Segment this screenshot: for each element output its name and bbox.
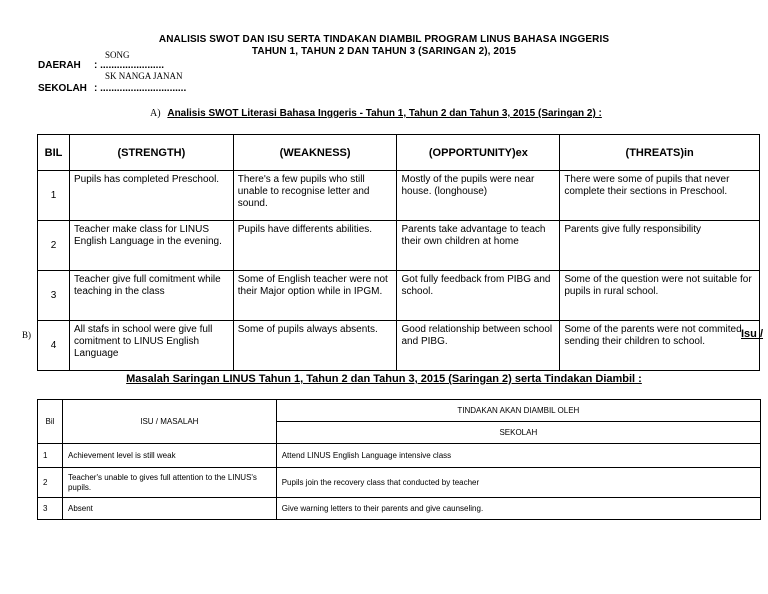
isu-tindakan: Attend LINUS English Language intensive class xyxy=(276,444,760,468)
table-row xyxy=(38,321,760,371)
section-b-prefix: B) xyxy=(22,330,31,340)
table-row xyxy=(38,221,760,271)
doc-title-line1: ANALISIS SWOT DAN ISU SERTA TINDAKAN DIAMBIL PROGRAM LINUS BAHASA INGGERIS xyxy=(158,34,610,45)
isu-bil: 1 xyxy=(38,444,63,468)
isu-tindakan: Give warning letters to their parents and give caunseling. xyxy=(276,498,760,520)
table-row xyxy=(38,271,760,321)
isu-header-tindakan: TINDAKAN AKAN DIAMBIL OLEH xyxy=(276,400,760,422)
swot-opportunity: Good relationship between school and PIBG. xyxy=(397,321,560,371)
swot-threats: There were some of pupils that never complete their sections in Preschool. xyxy=(560,171,760,221)
isu-bil: 3 xyxy=(38,498,63,520)
section-a-title: Analisis SWOT Literasi Bahasa Inggeris - Tahun 1, Tahun 2 dan Tahun 3, 2015 (Saringan 2) : xyxy=(167,108,602,119)
swot-header-bil: BIL xyxy=(38,135,70,171)
section-b-title: Masalah Saringan LINUS Tahun 1, Tahun 2 dan Tahun 3, 2015 (Saringan 2) serta Tindakan Diambil : xyxy=(126,373,642,385)
isu-masalah: Absent xyxy=(62,498,276,520)
isu-header-row xyxy=(38,400,761,422)
swot-strength: Teacher give full comitment while teaching in the class xyxy=(69,271,233,321)
swot-strength: All stafs in school were give full comitment to LINUS English Language xyxy=(69,321,233,371)
isu-header-sekolah: SEKOLAH xyxy=(276,422,760,444)
swot-bil: 1 xyxy=(38,171,70,221)
daerah-blank: : ....................... xyxy=(94,60,165,71)
swot-weakness: There's a few pupils who still unable to recognise letter and sound. xyxy=(233,171,397,221)
swot-bil: 2 xyxy=(38,221,70,271)
isu-header-masalah: ISU / MASALAH xyxy=(62,400,276,444)
isu-tindakan: Pupils join the recovery class that conducted by teacher xyxy=(276,468,760,498)
swot-opportunity: Mostly of the pupils were near house. (longhouse) xyxy=(397,171,560,221)
swot-threats: Some of the parents were not commited sending their children to school. xyxy=(560,321,760,371)
section-a-heading xyxy=(150,108,602,119)
swot-weakness: Some of English teacher were not their Major option while in IPGM. xyxy=(233,271,397,321)
table-row xyxy=(38,171,760,221)
swot-header-strength: (STRENGTH) xyxy=(69,135,233,171)
swot-bil: 3 xyxy=(38,271,70,321)
swot-header-threats: (THREATS)in xyxy=(560,135,760,171)
swot-threats: Some of the question were not suitable for pupils in rural school. xyxy=(560,271,760,321)
swot-strength: Pupils has completed Preschool. xyxy=(69,171,233,221)
swot-header-opportunity: (OPPORTUNITY)ex xyxy=(397,135,560,171)
section-a-prefix: A) xyxy=(150,108,161,119)
swot-weakness: Some of pupils always absents. xyxy=(233,321,397,371)
swot-header-row xyxy=(38,135,760,171)
sekolah-label: SEKOLAH xyxy=(38,83,87,94)
table-row xyxy=(38,468,761,498)
doc-title-line2: TAHUN 1, TAHUN 2 DAN TAHUN 3 (SARINGAN 2), 2015 xyxy=(251,46,517,57)
isu-masalah: Teacher's unable to gives full attention to the LINUS's pupils. xyxy=(62,468,276,498)
swot-bil: 4 xyxy=(38,321,70,371)
isu-table xyxy=(37,399,761,520)
isu-masalah: Achievement level is still weak xyxy=(62,444,276,468)
isu-bil: 2 xyxy=(38,468,63,498)
table-row xyxy=(38,498,761,520)
swot-threats: Parents give fully responsibility xyxy=(560,221,760,271)
swot-header-weakness: (WEAKNESS) xyxy=(233,135,397,171)
section-b-side-text: Isu / xyxy=(741,328,764,340)
swot-table xyxy=(37,134,760,371)
daerah-value: SONG xyxy=(105,50,130,60)
table-row xyxy=(38,444,761,468)
sekolah-value: SK NANGA JANAN xyxy=(105,71,183,81)
isu-header-bil: Bil xyxy=(38,400,63,444)
sekolah-blank: : ............................... xyxy=(94,83,187,94)
swot-strength: Teacher make class for LINUS English Language in the evening. xyxy=(69,221,233,271)
swot-opportunity: Parents take advantage to teach their own children at home xyxy=(397,221,560,271)
swot-weakness: Pupils have differents abilities. xyxy=(233,221,397,271)
daerah-label: DAERAH xyxy=(38,60,81,71)
swot-opportunity: Got fully feedback from PIBG and school. xyxy=(397,271,560,321)
